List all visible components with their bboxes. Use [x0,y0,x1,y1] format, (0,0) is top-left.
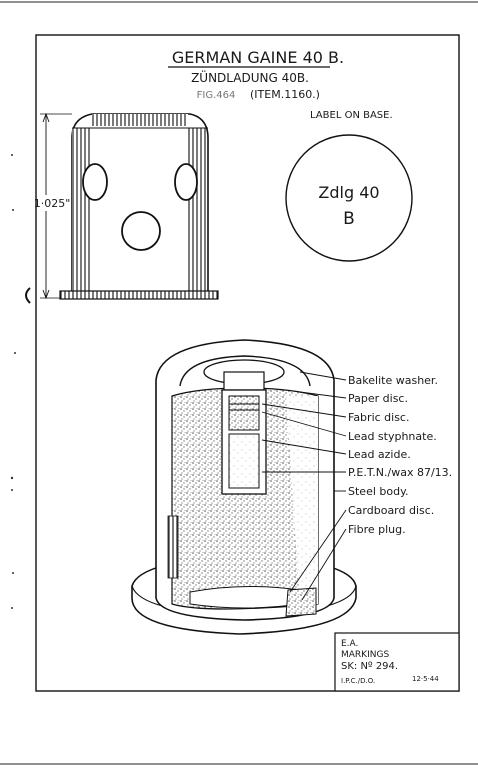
upper-charge [229,396,259,430]
callout-fabric-disc: Fabric disc. [348,411,410,424]
vent-hole-right [175,164,197,200]
section-view [132,340,452,634]
drawing-title-block [335,633,459,691]
drawing-subtitle: ZÜNDLADUNG 40B. [191,71,309,85]
side-ribbing [168,516,178,578]
fibre-plug [286,588,316,616]
title-block-header [168,48,344,101]
callout-petn-wax: P.E.T.N./wax 87/13. [348,466,453,479]
external-view [34,114,218,299]
callout-steel-body: Steel body. [348,485,409,498]
callout-paper-disc: Paper disc. [348,392,408,405]
vent-hole-front [122,212,160,250]
callout-lead-styphnate: Lead styphnate. [348,430,437,443]
lower-charge [229,434,259,488]
height-dimension: 1·025" [33,197,71,210]
title-block-drawn-by: I.P.C./D.O. [341,677,376,685]
title-block-section: MARKINGS [341,650,390,660]
base-label-caption: LABEL ON BASE. [310,110,393,121]
drawing-title: GERMAN GAINE 40 B. [171,48,345,67]
binding-mark [26,288,30,303]
base-label-view [286,110,412,261]
figure-reference: FIG.464 [196,90,236,101]
title-block-date: 12·5·44 [412,675,439,683]
callout-lead-azide: Lead azide. [348,448,411,461]
base-marking-line2: B [343,209,355,229]
callout-fibre-plug: Fibre plug. [348,523,406,536]
base-marking-line1: Zdlg 40 [318,183,380,202]
callout-bakelite-washer: Bakelite washer. [348,374,438,387]
margin-marks [11,154,16,609]
item-reference: (ITEM.1160.) [250,88,320,101]
base-flange [60,291,218,299]
callout-cardboard-disc: Cardboard disc. [348,504,435,517]
title-block-sketch-no: SK: Nº 294. [341,661,399,672]
vent-hole-left [83,164,107,200]
title-block-org: E.A. [341,639,359,649]
